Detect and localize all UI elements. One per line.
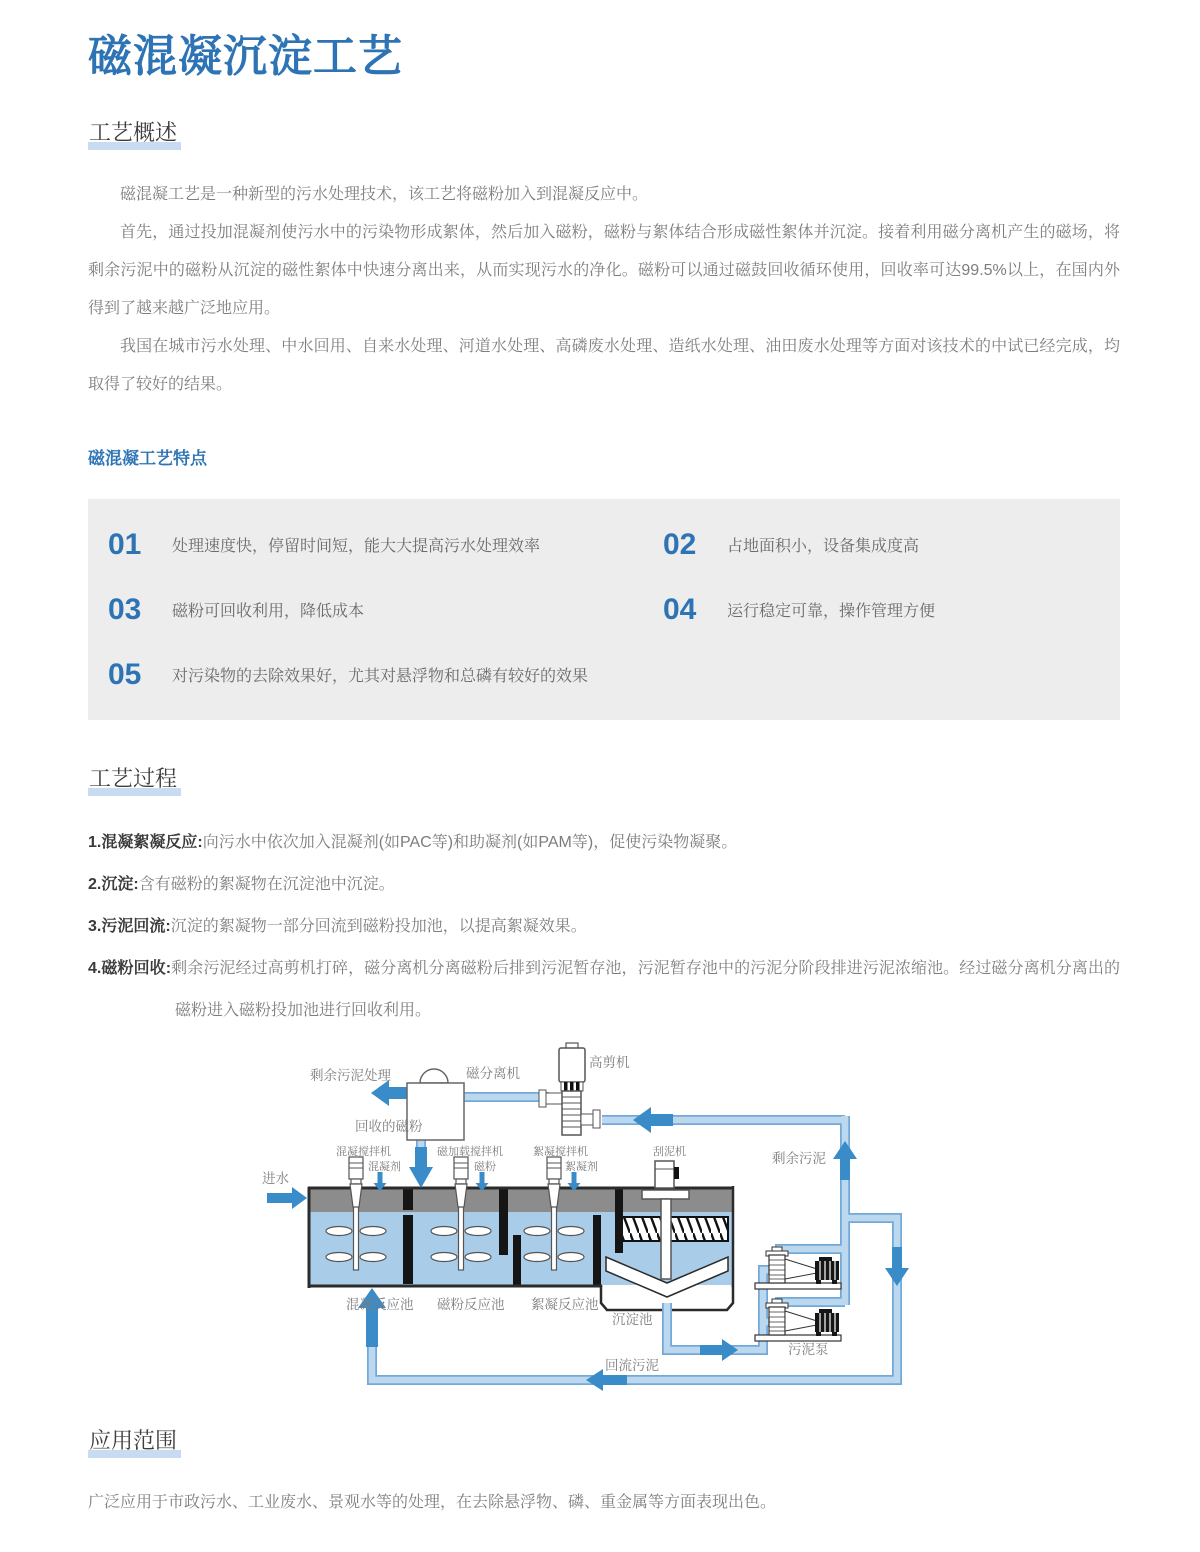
step-text: 含有磁粉的絮凝物在沉淀池中沉淀。 <box>138 876 395 893</box>
label-return-sludge: 回流污泥 <box>605 1358 659 1373</box>
feature-number: 04 <box>663 592 697 626</box>
feature-number: 02 <box>663 527 697 561</box>
feature-text: 对污染物的去除效果好，尤其对悬浮物和总磷有较好的效果 <box>172 668 589 685</box>
arrow-inflow-right <box>267 1187 307 1209</box>
process-step <box>88 906 1120 948</box>
application-paragraph: 广泛应用于市政污水、工业废水、景观水等的处理，在去除悬浮物、磷、重金属等方面表现出色。 <box>88 1494 777 1511</box>
arrow-drain-right <box>700 1339 738 1361</box>
label-scraper: 刮泥机 <box>653 1146 686 1158</box>
feature-text: 占地面积小，设备集成度高 <box>727 538 920 555</box>
features-box <box>88 499 1120 720</box>
feature-number: 03 <box>108 592 142 626</box>
overview-paragraphs <box>88 176 1120 404</box>
application-heading: 应用范围 <box>88 1424 181 1458</box>
label-tank2: 磁粉反应池 <box>437 1297 505 1312</box>
feature-item <box>108 593 663 627</box>
features-heading: 磁混凝工艺特点 <box>88 449 207 468</box>
label-shear: 高剪机 <box>589 1055 630 1070</box>
label-mixer1: 混凝搅拌机 <box>336 1146 391 1158</box>
label-mixer3: 絮凝搅拌机 <box>533 1146 588 1158</box>
step-text: 剩余污泥经过高剪机打碎，磁分离机分离磁粉后排到污泥暂存池，污泥暂存池中的污泥分阶段排进污泥浓缩池。经过磁分离机分离出的磁粉进入磁粉投加池进行回收利用。 <box>171 960 1120 1019</box>
feature-number: 01 <box>108 527 142 561</box>
label-dosing3: 絮凝剂 <box>565 1161 598 1173</box>
arrow-recycled-powder-down <box>409 1147 433 1188</box>
process-step <box>88 822 1120 864</box>
feature-item <box>108 658 663 692</box>
feature-item <box>663 528 1120 562</box>
feature-text: 运行稳定可靠，操作管理方便 <box>727 603 936 620</box>
process-flow-diagram <box>0 1042 1200 1402</box>
label-dosing2: 磁粉 <box>474 1161 496 1173</box>
overview-paragraph: 我国在城市污水处理、中水回用、自来水处理、河道水处理、高磷废水处理、造纸水处理、油田废水处理等方面对该技术的中试已经完成，均取得了较好的结果。 <box>88 338 1120 393</box>
step-label: 1.混凝絮凝反应: <box>88 834 203 851</box>
arrow-top-pipe-left <box>633 1107 673 1133</box>
label-separator: 磁分离机 <box>466 1066 520 1081</box>
overview-paragraph: 首先，通过投加混凝剂使污水中的污染物形成絮体，然后加入磁粉，磁粉与絮体结合形成磁性絮体并沉淀。接着利用磁分离机产生的磁场，将剩余污泥中的磁粉从沉淀的磁性絮体中快速分离出来，从而实现污水的净化。磁粉可以通过磁鼓回收循环使用，回收率可达99.5%以上，在国内外得到了越来越广泛地应用。 <box>88 224 1120 317</box>
application-heading-row <box>88 1424 1120 1458</box>
process-step <box>88 864 1120 906</box>
label-sludge-out: 剩余污泥处理 <box>310 1068 391 1083</box>
label-tank3: 絮凝反应池 <box>531 1297 599 1312</box>
feature-item <box>663 593 1120 627</box>
label-dosing1: 混凝剂 <box>368 1161 401 1173</box>
arrow-sludge-out-left <box>371 1080 409 1106</box>
step-text: 沉淀的絮凝物一部分回流到磁粉投加池，以提高絮凝效果。 <box>170 918 587 935</box>
label-inflow: 进水 <box>262 1171 289 1186</box>
label-recycled-powder: 回收的磁粉 <box>355 1119 423 1134</box>
feature-number: 05 <box>108 657 142 691</box>
label-sludge-pump: 污泥泵 <box>788 1342 829 1357</box>
arrow-surplus-up <box>833 1141 857 1180</box>
overview-paragraph: 磁混凝工艺是一种新型的污水处理技术，该工艺将磁粉加入到混凝反应中。 <box>120 186 649 203</box>
arrow-right-pipe-down <box>885 1247 909 1286</box>
label-mixer2: 磁加载搅拌机 <box>437 1146 503 1158</box>
step-label: 2.沉淀: <box>88 876 139 893</box>
step-label: 4.磁粉回收: <box>88 960 172 977</box>
overview-heading: 工艺概述 <box>88 116 181 150</box>
label-surplus-sludge: 剩余污泥 <box>772 1151 826 1166</box>
feature-text: 磁粉可回收利用，降低成本 <box>172 603 365 620</box>
process-heading-row <box>88 762 1120 796</box>
overview-heading-row <box>88 116 1120 150</box>
feature-text: 处理速度快，停留时间短，能大大提高污水处理效率 <box>172 538 541 555</box>
label-tank1: 混凝反应池 <box>346 1297 414 1312</box>
tube-settler <box>622 1217 728 1241</box>
step-label: 3.污泥回流: <box>88 918 171 935</box>
process-heading: 工艺过程 <box>88 762 181 796</box>
page-title: 磁混凝沉淀工艺 <box>88 32 403 81</box>
label-sed-tank: 沉淀池 <box>612 1312 653 1327</box>
step-text: 向污水中依次加入混凝剂(如PAC等)和助凝剂(如PAM等)，促使污染物凝聚。 <box>202 834 738 851</box>
feature-item <box>108 528 663 562</box>
process-steps <box>88 822 1120 1032</box>
process-step <box>88 948 1120 1032</box>
